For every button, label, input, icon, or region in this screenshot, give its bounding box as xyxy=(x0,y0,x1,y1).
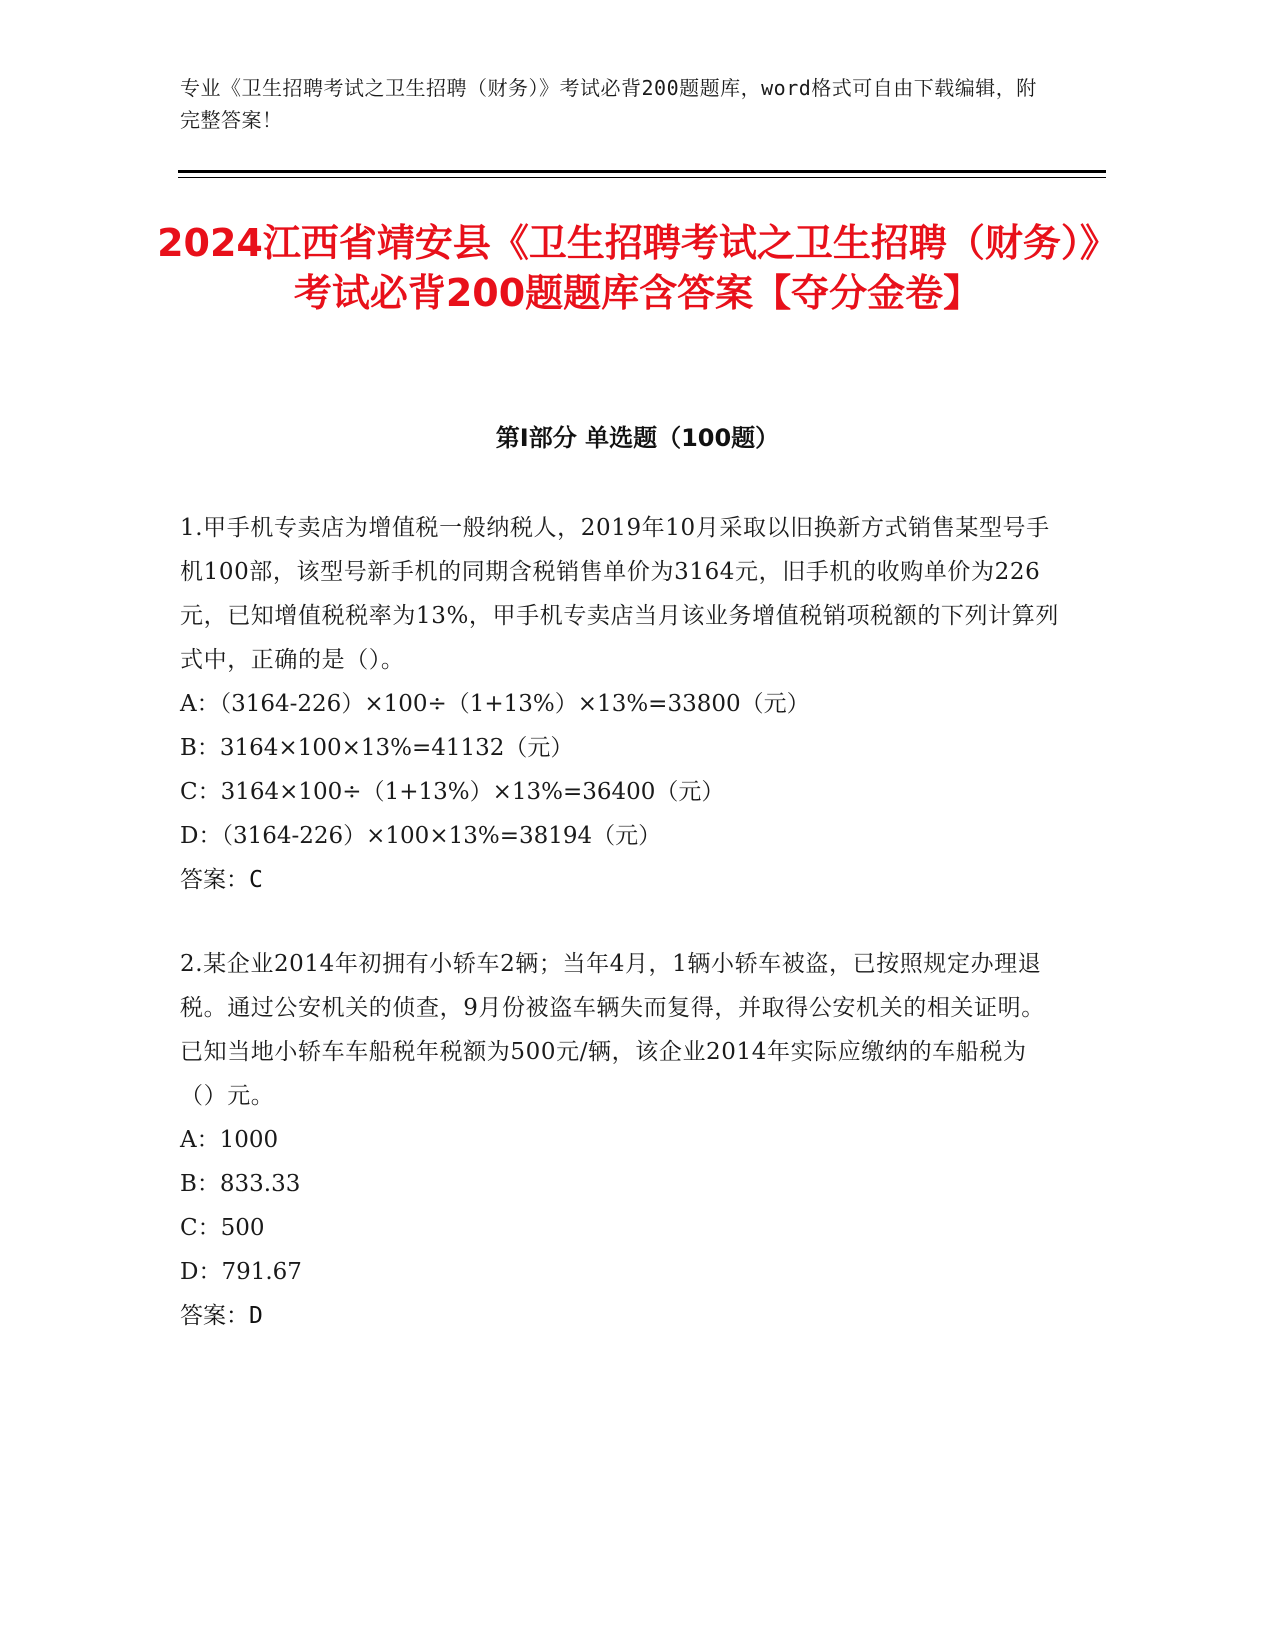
answer-line xyxy=(180,858,1060,902)
option-b: B：833.33 xyxy=(180,1171,301,1197)
option-a: A：1000 xyxy=(180,1127,279,1153)
option-d: D：791.67 xyxy=(180,1259,302,1285)
option-c: C：3164×100÷（1+13%）×13%=36400（元） xyxy=(180,779,725,805)
header-note: 专业《卫生招聘考试之卫生招聘（财务）》考试必背200题题库，word格式可自由下载编辑，附完整答案！ xyxy=(180,76,1037,132)
header-divider-thick xyxy=(178,170,1106,173)
option-d: D：（3164-226）×100×13%=38194（元） xyxy=(180,823,662,849)
document-title: 2024江西省靖安县《卫生招聘考试之卫生招聘（财务）》考试必背200题题库含答案【夺分金卷】 xyxy=(157,221,1118,315)
option-a: A：（3164-226）×100÷（1+13%）×13%=33800（元） xyxy=(180,691,810,717)
answer-value: D xyxy=(249,1303,263,1329)
question-block xyxy=(180,942,1060,1338)
option-b: B：3164×100×13%=41132（元） xyxy=(180,735,574,761)
answer-label: 答案： xyxy=(180,1303,249,1329)
question-block xyxy=(180,506,1060,902)
section-heading: 第Ⅰ部分 单选题（100题） xyxy=(495,424,780,452)
answer-label: 答案： xyxy=(180,867,249,893)
answer-value: C xyxy=(249,867,263,893)
option-c: C：500 xyxy=(180,1215,265,1241)
question-stem: 1.甲手机专卖店为增值税一般纳税人，2019年10月采取以旧换新方式销售某型号手机100部，该型号新手机的同期含税销售单价为3164元，旧手机的收购单价为226元，已知增值税税率为13%，甲手机专卖店当月该业务增值税销项税额的下列计算列式中，正确的是（）。 xyxy=(180,515,1059,673)
answer-line xyxy=(180,1294,1060,1338)
question-stem: 2.某企业2014年初拥有小轿车2辆；当年4月，1辆小轿车被盗，已按照规定办理退税。通过公安机关的侦查，9月份被盗车辆失而复得，并取得公安机关的相关证明。已知当地小轿车车船税年税额为500元/辆，该企业2014年实际应缴纳的车船税为（）元。 xyxy=(180,951,1045,1109)
header-divider-thin xyxy=(178,177,1106,178)
